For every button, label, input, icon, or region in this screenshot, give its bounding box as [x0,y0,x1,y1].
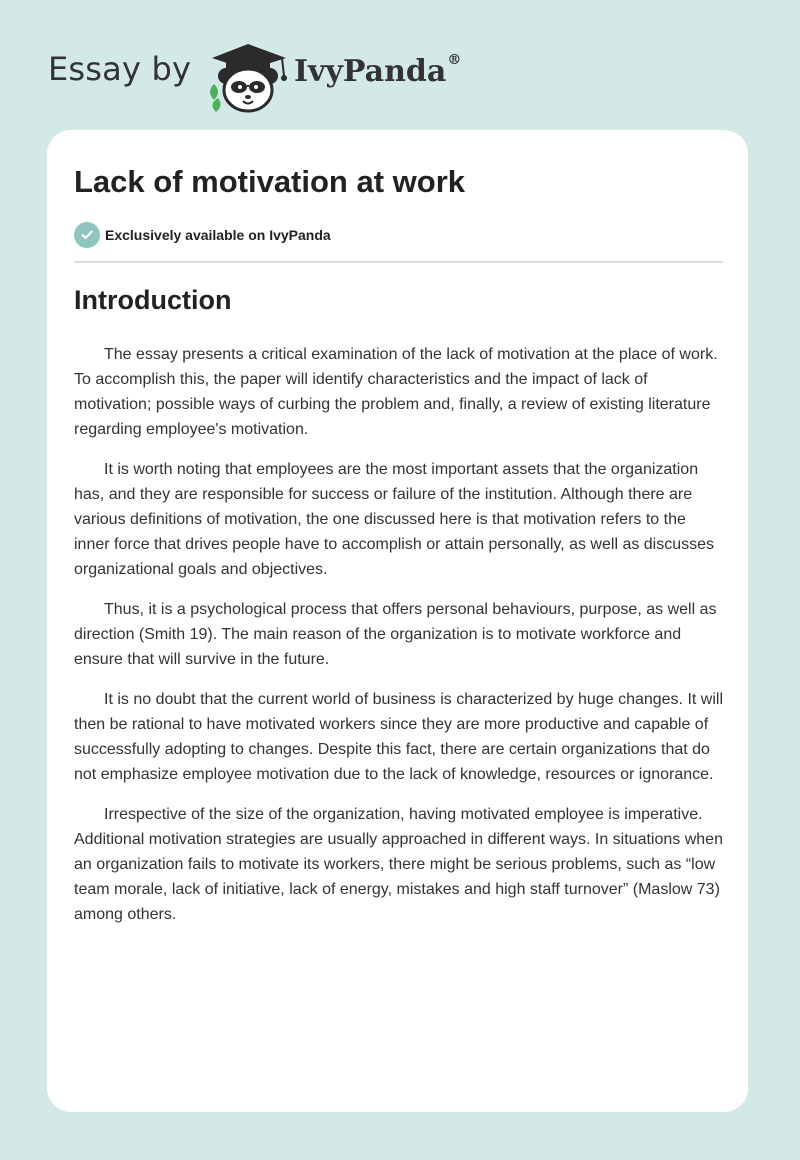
exclusive-badge [74,222,331,248]
essay-title: Lack of motivation at work [74,164,466,199]
cap-tassel [282,58,284,76]
paragraph-2: It is worth noting that employees are the most important assets that the organization has, and they are responsible for success or failure of the institution. Although there are various definitions of motivation, the one discussed here is that motivation refers to the inner force that drives people have to accomplish or attain personally, as well as discusses organizational goals and objectives. [74,461,715,578]
exclusive-label: Exclusively available on IvyPanda [105,227,331,243]
registered-mark: ® [447,52,462,68]
site-header [48,28,748,118]
essay-card [47,130,748,1112]
leaf-lower [212,98,220,112]
paragraph-1: The essay presents a critical examination of the lack of motivation at the place of work. To accomplish this, the paper will identify characteristics and the impact of lack of motivation; possible ways of curbing the problem and, finally, a review of existing literature regarding employee's motivation. [74,346,718,438]
essay-body [74,342,724,942]
section-heading-introduction: Introduction [74,285,232,315]
title-divider [74,261,723,263]
paragraph-3: Thus, it is a psychological process that offers personal behaviours, purpose, as well as direction (Smith 19). The main reason of the organization is to motivate workforce and ensure that will survive in the future. [74,601,717,668]
leaf-upper [210,84,218,100]
essay-by-label: Essay by [48,50,192,88]
brand-name[interactable] [294,54,461,89]
check-icon [74,222,100,248]
panda-face [224,69,272,111]
paragraph-4: It is no doubt that the current world of business is characterized by huge changes. It will then be rational to have motivated workers since they are more productive and capable of successfully adopting to changes. Despite this fact, there are certain organizations that do not emphasize employee motivation due to the lack of knowledge, resources or ignorance. [74,691,723,783]
paragraph-5: Irrespective of the size of the organization, having motivated employee is imperative. Additional motivation strategies are usually approached in different ways. In situations when an organization fails to motivate its workers, there might be serious problems, such as “low team morale, lack of initiative, lack of energy, mistakes and high staff turnover” (Maslow 73) among others. [74,806,723,923]
panda-logo-icon[interactable] [202,36,294,116]
brand-name-text: IvyPanda [294,54,447,89]
